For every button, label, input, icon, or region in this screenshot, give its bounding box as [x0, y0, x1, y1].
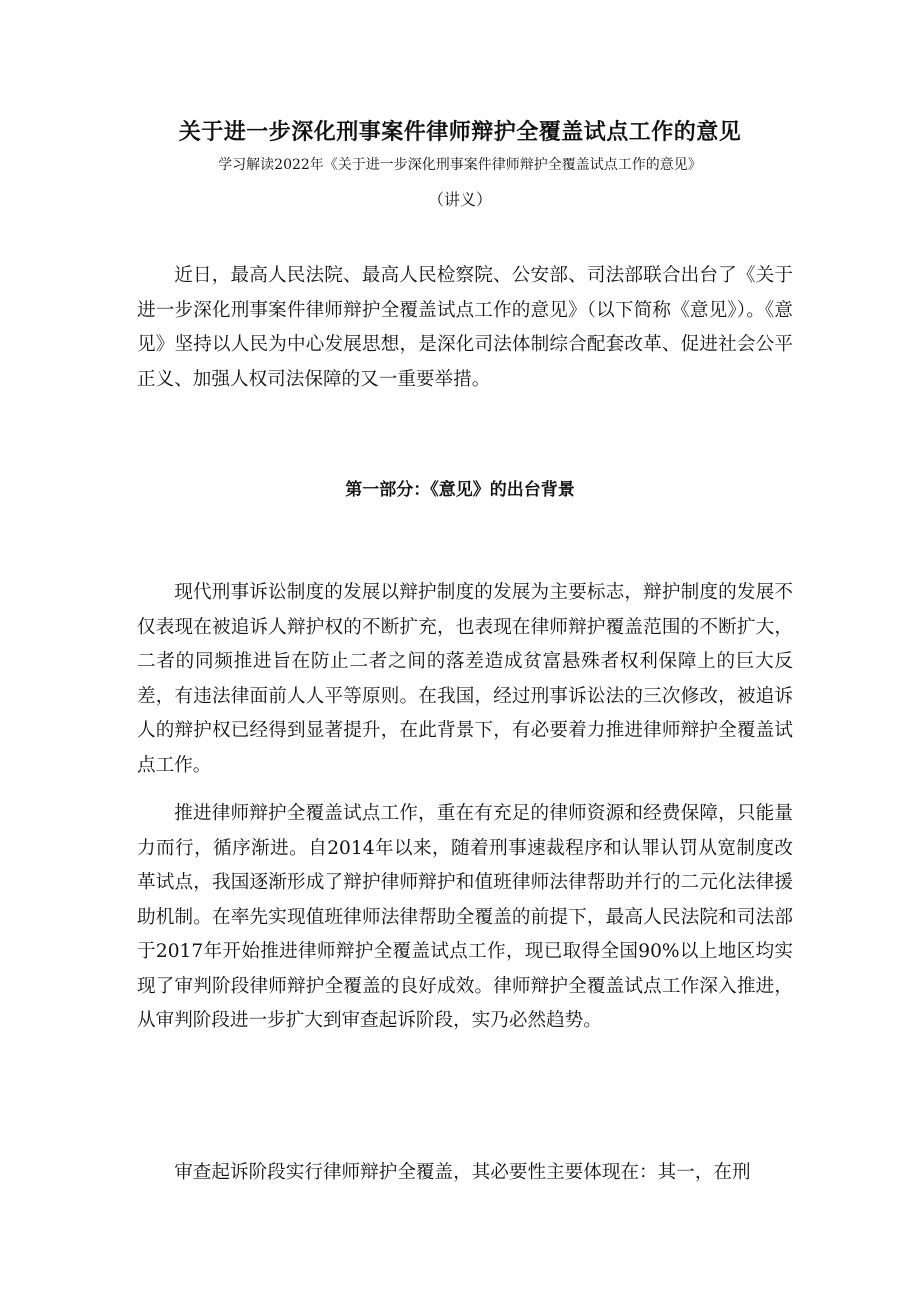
intro-paragraph: 近日，最高人民法院、最高人民检察院、公安部、司法部联合出台了《关于进一步深化刑事案件律师辩护全覆盖试点工作的意见》（以下简称《意见》）。《意见》坚持以人民为中心发展思想，是深化司法体制综合配套改革、促进社会公平正义、加强人权司法保障的又一重要举措。 — [137, 265, 793, 390]
document-subtitle: 学习解读2022年《关于进一步深化刑事案件律师辩护全覆盖试点工作的意见》 — [218, 157, 702, 173]
document-title: 关于进一步深化刑事案件律师辩护全覆盖试点工作的意见 — [178, 120, 742, 145]
handout-label: （讲义） — [427, 190, 492, 209]
section-heading: 第一部分：《意见》的出台背景 — [345, 480, 575, 500]
body-paragraph-1: 现代刑事诉讼制度的发展以辩护制度的发展为主要标志，辩护制度的发展不仅表现在被追诉人辩护权的不断扩充，也表现在律师辩护覆盖范围的不断扩大，二者的同频推进旨在防止二者之间的落差造成贫富悬殊者权利保障上的巨大反差，有违法律面前人人平等原则。在我国，经过刑事诉讼法的三次修改，被追诉人的辩护权已经得到显著提升，在此背景下，有必要着力推进律师辩护全覆盖试点工作。 — [137, 582, 793, 776]
body-paragraph-3: 审查起诉阶段实行律师辩护全覆盖，其必要性主要体现在：其一，在刑 — [174, 1162, 751, 1183]
body-paragraph-2: 推进律师辩护全覆盖试点工作，重在有充足的律师资源和经费保障，只能量力而行，循序渐进。自2014年以来，随着刑事速裁程序和认罪认罚从宽制度改革试点，我国逐渐形成了辩护律师辩护和值班律师法律帮助并行的二元化法律援助机制。在率先实现值班律师法律帮助全覆盖的前提下，最高人民法院和司法部于2017年开始推进律师辩护全覆盖试点工作，现已取得全国90%以上地区均实现了审判阶段律师辩护全覆盖的良好成效。律师辩护全覆盖试点工作深入推进，从审判阶段进一步扩大到审查起诉阶段，实乃必然趋势。 — [137, 803, 793, 1031]
